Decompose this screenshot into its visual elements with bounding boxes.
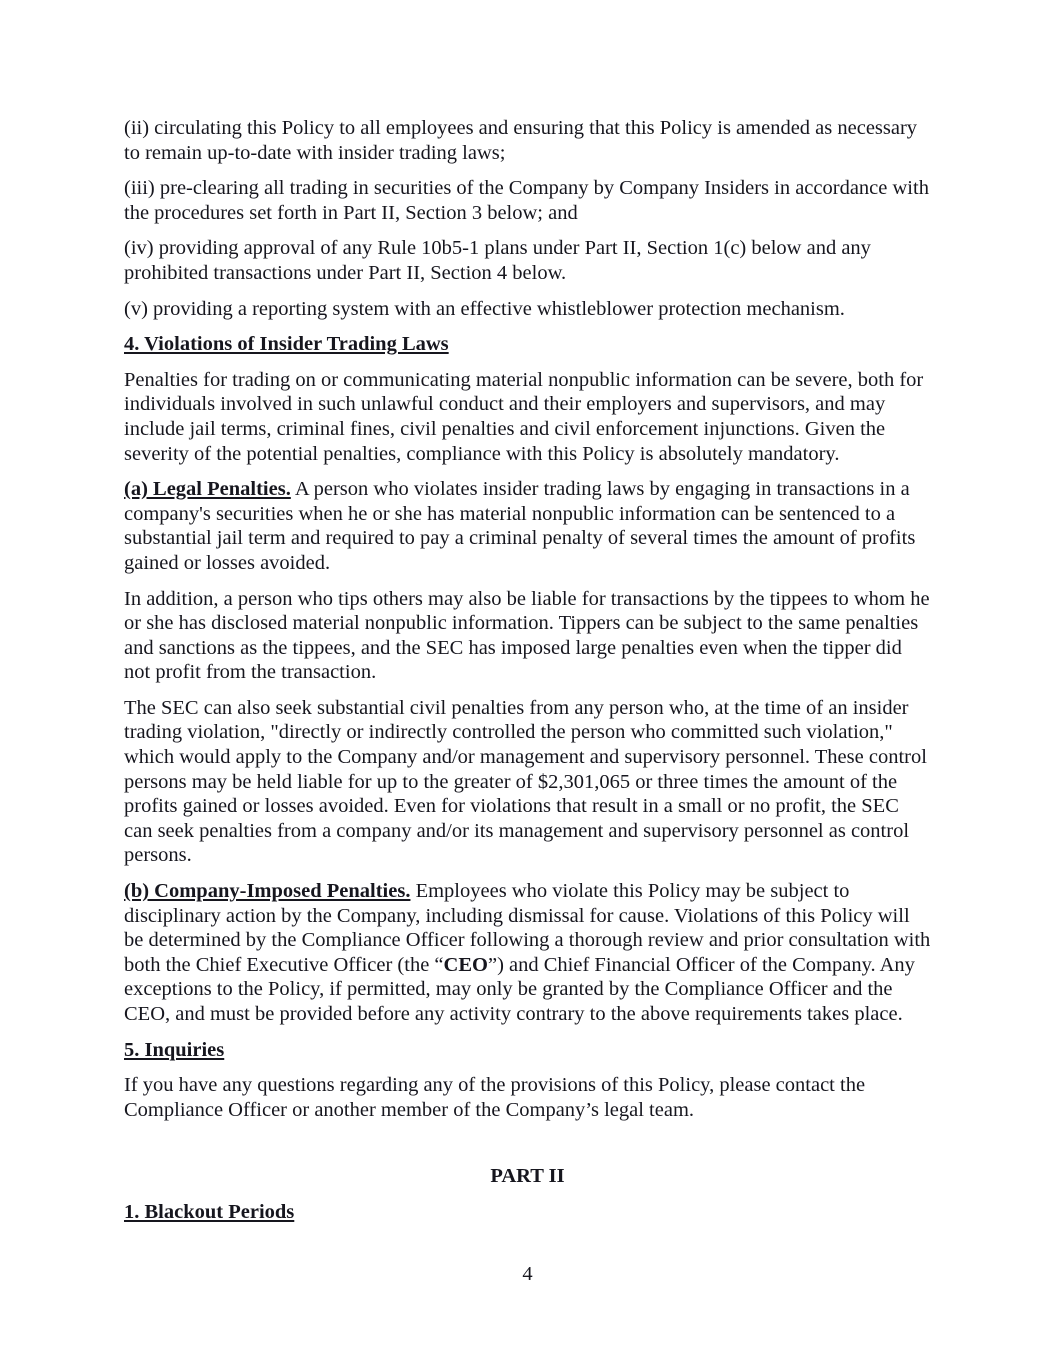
list-item-iv: (iv) providing approval of any Rule 10b5-1 plans under Part II, Section 1(c) below and any prohibited transactions under Part II, Section 4 below. xyxy=(124,237,871,284)
list-item-ii: (ii) circulating this Policy to all employees and ensuring that this Policy is amended as necessary to remain up-to-date with insider trading laws; xyxy=(124,117,918,164)
paragraph-tipping: In addition, a person who tips others may also be liable for transactions by the tippees to whom he or she has disclosed material nonpublic information. Tippers can be subject to the same penalties and sanctions as the tippees, and the SEC has imposed large penalties even when the tipper did not profit from the transaction. xyxy=(124,587,930,684)
paragraph-legal-penalties xyxy=(124,477,931,575)
list-item-iii: (iii) pre-clearing all trading in securities of the Company by Company Insiders in accordance with the procedures set forth in Part II, Section 3 below; and xyxy=(124,177,929,224)
section-heading-blackout-periods: 1. Blackout Periods xyxy=(124,1200,295,1223)
legal-penalties-lead: (a) Legal Penalties. xyxy=(124,478,291,501)
list-item-v: (v) providing a reporting system with an effective whistleblower protection mechanism. xyxy=(124,297,845,320)
company-penalties-text-1: Employees who violate this Policy may be subject to disciplinary action by the Company, including dismissal for cause. Violations of this Policy will be determined by the Compliance Officer following a thorough review and prior consultation with both the Chief Executive Officer (the “ xyxy=(124,880,931,976)
paragraph-penalties-intro: Penalties for trading on or communicating material nonpublic information can be severe, both for individuals involved in such unlawful conduct and their employers and supervisors, and may include jail terms, criminal fines, civil penalties and civil enforcement injunctions. Given the severity of the potential penalties, compliance with this Policy is absolutely mandatory. xyxy=(124,368,924,465)
legal-penalties-text: A person who violates insider trading laws by engaging in transactions in a company's securities when he or she has material nonpublic information can be sentenced to a substantial jail term and required to pay a criminal penalty of several times the amount of profits gained or losses avoided. xyxy=(124,478,916,574)
section-heading-violations: 4. Violations of Insider Trading Laws xyxy=(124,333,449,356)
ceo-term: CEO xyxy=(443,953,488,976)
page-number: 4 xyxy=(522,1263,533,1286)
part-ii-title: PART II xyxy=(490,1165,565,1188)
paragraph-company-penalties xyxy=(124,879,931,1027)
company-penalties-lead: (b) Company-Imposed Penalties. xyxy=(124,880,411,903)
section-heading-inquiries: 5. Inquiries xyxy=(124,1038,225,1061)
paragraph-inquiries: If you have any questions regarding any of the provisions of this Policy, please contact the Compliance Officer or another member of the Company’s legal team. xyxy=(124,1074,866,1121)
company-penalties-text-2: ”) and Chief Financial Officer of the Company. Any exceptions to the Policy, if permitted, may only be granted by the Compliance Officer and the CEO, and must be provided before any activity contrary to the above requirements takes place. xyxy=(124,953,915,1025)
paragraph-sec-civil-penalties: The SEC can also seek substantial civil penalties from any person who, at the time of an insider trading violation, "directly or indirectly controlled the person who committed such violation," which would apply to the Company and/or management and supervisory personnel. These control persons may be held liable for up to the greater of $2,301,065 or three times the amount of the profits gained or losses avoided. Even for violations that result in a small or no profit, the SEC can seek penalties from a company and/or its management and supervisory personnel as control persons. xyxy=(124,696,927,867)
